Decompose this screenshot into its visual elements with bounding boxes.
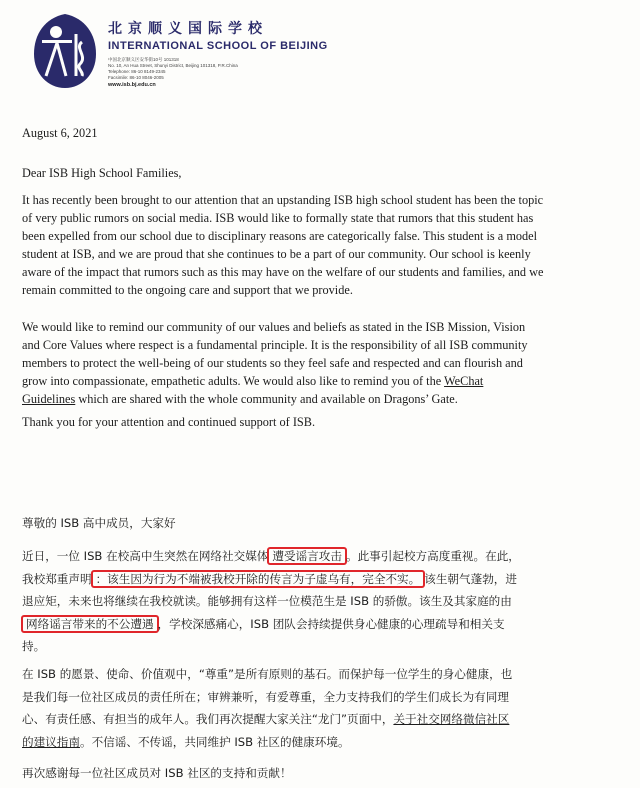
- school-name-english: INTERNATIONAL SCHOOL OF BEIJING: [108, 40, 328, 52]
- text-line: [22, 568, 620, 591]
- text-line: [22, 731, 620, 754]
- paragraph-en-2: [22, 318, 622, 408]
- closing-cn: 再次感谢每一位社区成员对 ISB 社区的支持和贡献！: [22, 766, 292, 780]
- isb-crest-icon: [30, 12, 100, 90]
- salutation-cn: 尊敬的 ISB 高中成员，大家好: [22, 516, 176, 530]
- text-segment: 。不信谣、不传谣，共同维护 ISB 社区的健康环境。: [79, 734, 350, 749]
- text-line: members to protect the well-being of our students so they feel safe and respected and can flourish and: [22, 356, 523, 370]
- text-line: 是我们每一位社区成员的责任所在；审辨兼听，有爱尊重，全力支持我们的学生们成长为有同理: [22, 689, 509, 704]
- wechat-link[interactable]: WeChat: [444, 374, 484, 388]
- salutation-en: Dear ISB High School Families,: [22, 166, 182, 180]
- wechat-guidelines-link-cont[interactable]: 的建议指南: [22, 734, 80, 749]
- text-segment: 。此事引起校方高度重视。在此，: [345, 549, 520, 563]
- paragraph-cn-1: [22, 545, 620, 658]
- text-segment: 该生朝气蓬勃，进: [424, 571, 517, 586]
- letterhead-text: [108, 18, 328, 88]
- school-name-chinese: 北京顺义国际学校: [108, 21, 268, 37]
- text-line: 退应矩，未来也将继续在我校就读。能够拥有这样一位模范生是 ISB 的骄傲。该生及其家庭的由: [22, 594, 512, 608]
- text-line: student at ISB, and we are proud that she continues to be a part of our community. Our school is keenly: [22, 247, 531, 261]
- letter-date: August 6, 2021: [22, 126, 98, 140]
- telephone: Telephone: 86-10 8149-2345: [108, 69, 166, 74]
- address-chinese: 中国北京顺义区安华街10号 101318: [108, 57, 179, 62]
- text-line: [22, 545, 620, 568]
- closing-en: Thank you for your attention and continued support of ISB.: [22, 415, 316, 429]
- text-segment: 心、有责任感、有担当的成年人。我们再次提醒大家关注“龙门”页面中，: [22, 712, 394, 726]
- text-line: [22, 372, 622, 390]
- text-line: [22, 708, 620, 731]
- text-segment: ，学校深感痛心，ISB 团队会持续提供身心健康的心理疏导和相关支: [157, 616, 505, 631]
- address-english: No. 10, An Hua Street, Shunyi District, Beijing 101318, P.R.China: [108, 63, 238, 68]
- text-segment: 我校郑重声明: [22, 571, 92, 586]
- guidelines-link[interactable]: Guidelines: [22, 392, 76, 406]
- text-line: We would like to remind our community of our values and beliefs as stated in the ISB Mission, Vision: [22, 320, 526, 334]
- highlight-box: 遭受谣言攻击: [267, 547, 347, 565]
- highlight-box: ：该生因为行为不端被我校开除的传言为子虚乌有，完全不实。: [91, 570, 426, 588]
- letterhead: [30, 10, 430, 110]
- highlight-box: 网络谣言带来的不公遭遇: [21, 615, 159, 633]
- school-website: www.isb.bj.edu.cn: [108, 82, 156, 88]
- text-line: 持。: [22, 639, 46, 653]
- text-segment: which are shared with the whole community and available on Dragons’ Gate.: [75, 392, 458, 406]
- text-line: and Core Values where respect is a fundamental principle. It is the responsibility of all ISB community: [22, 338, 528, 352]
- text-line: 在 ISB 的愿景、使命、价值观中，“尊重”是所有原则的基石。而保护每一位学生的身心健康，也: [22, 667, 513, 681]
- text-line: been expelled from our school due to disciplinary reasons are categorically false. This student is a model: [22, 229, 538, 243]
- text-line: aware of the impact that rumors such as this may have on the welfare of our students and families, and we: [22, 265, 544, 279]
- text-line: of very public rumors on social media. ISB would like to formally state that rumors that this student has: [22, 211, 534, 225]
- wechat-guidelines-link[interactable]: 关于社交网络微信社区: [393, 712, 510, 726]
- paragraph-en-1: [22, 191, 622, 299]
- paragraph-cn-2: [22, 663, 620, 753]
- text-line: It has recently been brought to our attention that an upstanding ISB high school student has been the topic: [22, 193, 544, 207]
- text-segment: 近日，一位 ISB 在校高中生突然在网络社交媒体: [22, 549, 269, 563]
- text-line: [22, 613, 620, 636]
- text-line: [22, 390, 622, 408]
- text-segment: grow into compassionate, empathetic adults. We would also like to remind you of the: [22, 374, 445, 388]
- facsimile: Facsimile: 86-10 8046-2005: [108, 75, 164, 80]
- text-line: remain committed to the ongoing care and support that we provide.: [22, 283, 353, 297]
